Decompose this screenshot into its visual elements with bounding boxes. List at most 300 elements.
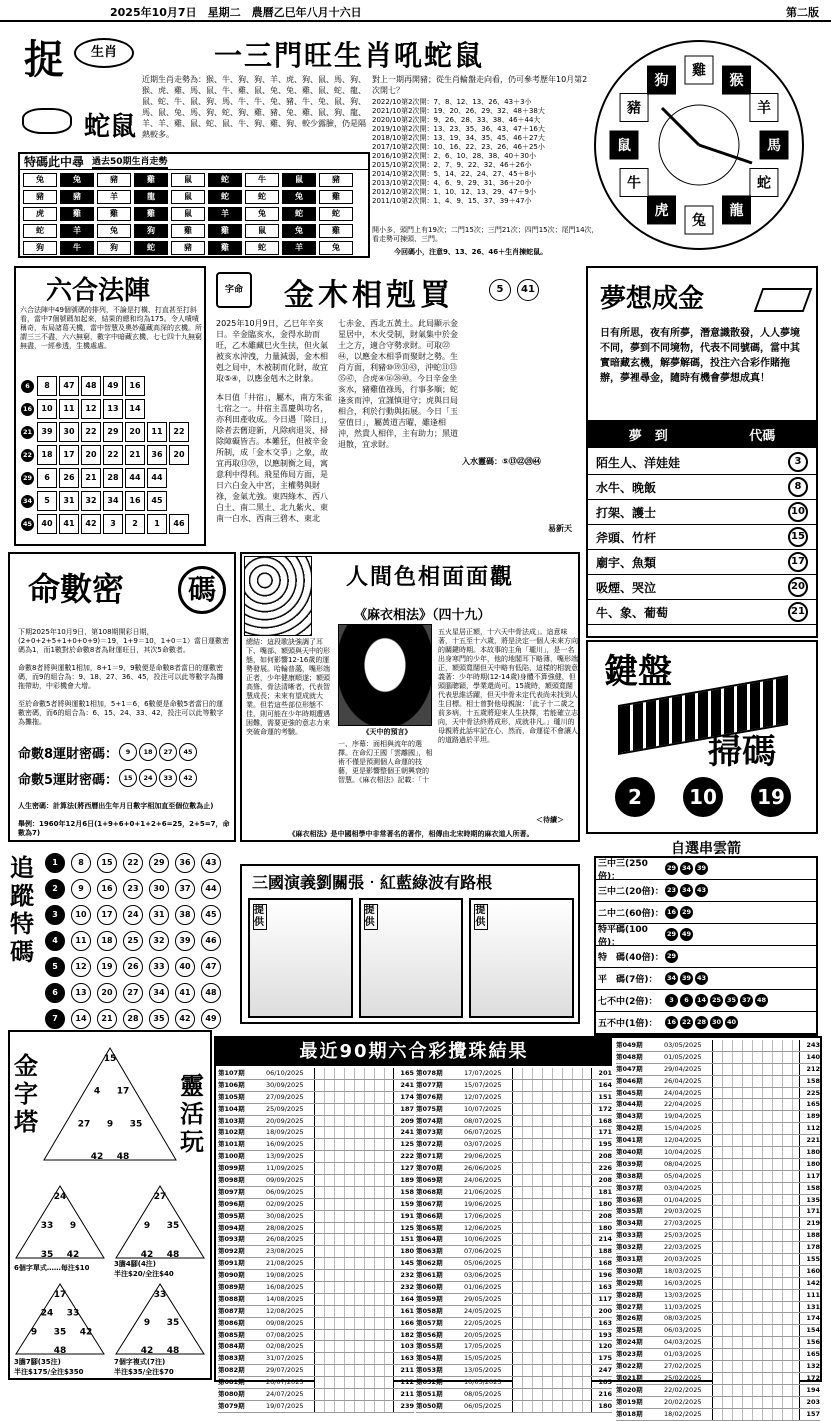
jinmu-badge: 字命 [216,272,252,308]
yun-num: 23 [665,884,678,897]
tower-cap4b: 半注$35/全注$70 [114,1368,174,1376]
result-period: 第023期 [616,1350,643,1359]
yun-num: 29 [665,862,678,875]
liuhe-cell: 34 [103,491,123,511]
mingshu-title: 命數密 [28,570,125,608]
result-period: 第055期 [416,1342,443,1351]
tower-1 [40,1044,180,1164]
result-row [218,1163,414,1175]
liuhe-cell: 11 [59,399,79,419]
dream-head-dream: 夢 到 [628,428,668,444]
track-num: 5 [45,957,65,977]
result-sum: 171 [598,1128,612,1137]
result-row [218,1175,414,1187]
result-date: 10/07/2025 [464,1104,502,1113]
result-period: 第039期 [616,1159,643,1168]
zodiac-subtitle: 蛇鼠 [84,112,137,142]
trend-cell: 雞 [208,224,242,238]
liuhe-row [20,468,204,488]
tower-num: 42 [79,1327,93,1338]
tower-num: 33 [40,1221,54,1231]
result-balls [712,1397,800,1408]
dream-list [588,450,816,625]
liuhe-cell: 44 [147,468,167,488]
result-row [616,1111,820,1123]
track-num: 36 [175,853,195,873]
result-sum: 241 [400,1080,414,1089]
track-num: 30 [149,879,169,899]
result-period: 第028期 [616,1290,643,1299]
result-date: 17/07/2025 [464,1069,502,1077]
sanguo-title: 三國演義劉關張‧紅藍綠波有路根 [252,873,493,892]
result-balls [712,1147,800,1158]
result-row [218,1401,414,1413]
liuhe-side-num: 34 [21,495,34,508]
dream-row [588,475,816,500]
result-row [616,1088,820,1100]
result-period: 第077期 [416,1080,443,1089]
wheel-seg-label: 牛 [627,175,642,192]
result-sum: 180 [806,1159,820,1168]
history-note: 今回碼小，注意9、13、26、46＋生肖揀蛇鼠。 [394,248,548,256]
result-date: 07/08/2025 [266,1330,304,1339]
tower-num: 35 [166,1318,180,1328]
trend-cell: 豬 [97,173,131,187]
liuhe-cell: 26 [59,468,79,488]
result-balls [512,1282,592,1293]
yun-num: 16 [665,1016,678,1029]
tower-cap2b: 半注$20/全注$40 [114,1270,174,1278]
result-row [616,1325,820,1337]
result-sum: 151 [400,1235,414,1244]
result-sum: 180 [400,1247,414,1256]
result-balls [712,1040,800,1051]
liuhe-cell: 41 [59,514,79,534]
trend-cell: 狗 [23,241,57,255]
trend-cell: 蛇 [208,190,242,204]
result-date: 15/05/2025 [464,1354,502,1363]
mingshu-line2 [18,768,198,788]
result-period: 第098期 [218,1176,245,1185]
result-date: 17/05/2025 [464,1342,502,1351]
trend-cell: 兔 [319,241,353,255]
result-date: 12/04/2025 [664,1136,702,1145]
result-period: 第071期 [416,1152,443,1161]
result-balls [512,1246,592,1257]
result-row [416,1330,612,1342]
liuhe-side-num: 6 [21,380,34,393]
keyboard-num: 19 [751,777,791,817]
result-sum: 222 [400,1152,414,1161]
result-date: 16/03/2025 [664,1278,702,1287]
result-balls [712,1088,800,1099]
result-balls [712,1076,800,1087]
tower-num: 24 [40,1308,54,1319]
trend-cell: 羊 [97,190,131,204]
result-balls [314,1353,394,1364]
track-num: 47 [201,957,221,977]
result-sum: 172 [598,1104,612,1113]
result-row [218,1389,414,1401]
face-cont: ＜待續＞ [536,816,564,824]
result-period: 第067期 [416,1199,443,1208]
result-date: 18/02/2025 [664,1409,702,1418]
result-row [416,1175,612,1187]
face-col1: 總結：這段歌訣強調了耳下、嘴部、額頭與天中的形態，如何影響12-16歲的運勢發展。哈輪普藹，嘴形端正者，少年健康順遂；額頭高聳、骨法清晰者，代表智慧成長；未來有望成就大業。但若這些部位形態不佳，則可能在少年時期遭遇困難，需要更強的意志力來突破命運的考驗。 [246,638,330,736]
trend-cell: 雞 [319,190,353,204]
result-balls [314,1341,394,1352]
yun-num: 37 [740,994,753,1007]
result-period: 第079期 [218,1401,245,1410]
track-num: 32 [149,931,169,951]
tower-num: 9 [143,1318,151,1328]
yun-num: 29 [680,906,693,919]
result-date: 03/07/2025 [464,1140,502,1149]
result-row [416,1234,612,1246]
track-num: 8 [71,853,91,873]
tower-title2: 靈活玩 [180,1071,204,1156]
sanguo-section [240,864,580,1024]
result-sum: 211 [400,1390,414,1399]
yun-label: 特平碼(100倍)： [598,924,648,948]
mingshu-num: 15 [119,769,137,787]
tower-cap1: 6個字單式……每注$10 [14,1264,90,1272]
liuhe-row [20,491,204,511]
result-period: 第034期 [616,1219,643,1228]
result-date: 20/09/2025 [266,1116,304,1125]
result-period: 第062期 [416,1259,443,1268]
result-date: 29/05/2025 [464,1294,502,1303]
dream-code: 8 [788,477,808,497]
liuhe-cell: 29 [103,422,123,442]
results-section [214,1036,822,1418]
result-balls [512,1139,592,1150]
result-period: 第053期 [416,1366,443,1375]
result-period: 第030期 [616,1266,643,1275]
result-sum: 158 [806,1076,820,1085]
result-date: 03/06/2025 [464,1271,502,1280]
dream-row [588,500,816,525]
trend-cell: 雞 [60,207,94,221]
trend-cell: 兔 [282,190,316,204]
track-num: 40 [175,957,195,977]
result-row [616,1218,820,1230]
result-row [416,1353,612,1365]
result-period: 第088期 [218,1294,245,1303]
liuhe-cell: 14 [125,399,145,419]
tower-5 [112,1280,208,1358]
trend-cell: 鼠 [282,173,316,187]
keyboard-num: 2 [615,777,655,817]
result-balls [314,1282,394,1293]
track-num: 46 [201,931,221,951]
tower-title1: 金字塔 [14,1051,38,1136]
keyboard-section [586,640,818,834]
result-balls [712,1052,800,1063]
track-num: 1 [45,853,65,873]
result-row [616,1064,820,1076]
liuhe-cell: 48 [81,376,101,396]
result-balls [712,1111,800,1122]
result-balls [712,1171,800,1182]
result-balls [712,1266,800,1277]
liuhe-intro: 六合法陣中49個號碼的排列，不論是打橫、打直甚至打斜看，當中7個號碼加起來，結果的總和均為175。令人嘖嘖稱奇，布局諸葛天機，當中智慧及奧妙蘊藏高深的玄機。所謂三三不盡，六六無窮，數字中暗藏玄機，七七四十九無窮無盡，一經參透，生機處處。 [20,306,202,350]
liuhe-cell: 5 [37,491,57,511]
face-footer: 《麻衣相法》是中國相學中非常著名的著作，相傳由北宋時期的麻衣道人所著。 [288,830,534,838]
history-list [372,98,602,206]
liuhe-row [20,422,204,442]
liuhe-row [20,514,204,534]
result-date: 02/08/2025 [266,1342,304,1351]
keyboard-title1: 鍵盤 [604,652,672,692]
yun-num: 25 [710,994,723,1007]
result-period: 第066期 [416,1211,443,1220]
result-row [218,1211,414,1223]
liuhe-side-num: 45 [21,518,34,531]
dream-code: 17 [788,552,808,572]
result-period: 第090期 [218,1271,245,1280]
tower-num: 9 [106,1119,114,1130]
result-period: 第049期 [616,1041,643,1049]
result-period: 第085期 [218,1330,245,1339]
result-period: 第094期 [218,1223,245,1232]
result-sum: 193 [598,1330,612,1339]
zodiac-logo: 捉 [24,36,64,83]
result-sum: 194 [806,1385,820,1394]
result-date: 05/06/2025 [464,1259,502,1268]
result-period: 第104期 [218,1104,245,1113]
zodiac-section [14,28,599,260]
dream-row [588,450,816,475]
yun-num: 14 [695,994,708,1007]
result-balls [712,1385,800,1396]
zodiac-wheel [592,38,806,252]
result-period: 第048期 [616,1052,643,1061]
result-sum: 203 [806,1397,820,1406]
mingshu-badge: 碼 [178,566,226,614]
result-sum: 174 [806,1314,820,1323]
result-date: 31/07/2025 [266,1354,304,1363]
result-sum: 178 [806,1243,820,1252]
result-period: 第096期 [218,1199,245,1208]
result-row [616,1290,820,1302]
liuhe-cell: 46 [169,514,189,534]
trend-cell: 蛇 [245,241,279,255]
liuhe-cell: 21 [125,445,145,465]
result-row [616,1349,820,1361]
face-subtitle: 《麻衣相法》（四十九） [354,608,491,623]
result-balls [512,1163,592,1174]
result-balls [512,1401,592,1412]
mingshu-foot1: 人生密碼：計算法(將西曆出生年月日數字相加直至個位數為止) [18,802,214,810]
track-num: 35 [149,1009,169,1029]
result-date: 08/04/2025 [664,1159,702,1168]
result-balls [512,1389,592,1400]
result-date: 03/04/2025 [664,1183,702,1192]
result-sum: 187 [400,1104,414,1113]
result-sum: 239 [400,1401,414,1410]
result-date: 25/03/2025 [664,1231,702,1240]
result-date: 15/04/2025 [664,1124,702,1133]
track-num: 31 [149,905,169,925]
track-num: 29 [149,853,169,873]
result-period: 第029期 [616,1278,643,1287]
liuhe-cell: 22 [169,422,189,442]
tower-num: 33 [153,1290,167,1300]
track-num: 43 [201,853,221,873]
result-date: 27/03/2025 [664,1219,702,1228]
wheel-seg-label: 雞 [692,63,706,79]
yun-title: 自選串雲箭 [671,841,741,857]
result-row [616,1385,820,1397]
track-num: 42 [175,1009,195,1029]
result-date: 19/06/2025 [464,1199,502,1208]
liuhe-cell: 44 [125,468,145,488]
result-period: 第037期 [616,1183,643,1192]
result-period: 第054期 [416,1354,443,1363]
trend-cell: 兔 [97,224,131,238]
trend-cell: 雞 [319,224,353,238]
result-balls [314,1365,394,1376]
result-date: 15/07/2025 [464,1080,502,1089]
result-period: 第036期 [616,1195,643,1204]
yun-num: 39 [680,972,693,985]
result-balls [314,1234,394,1245]
result-date: 05/04/2025 [664,1171,702,1180]
result-row [616,1206,820,1218]
tower-3 [112,1182,208,1262]
result-period: 第060期 [416,1283,443,1292]
yun-num: 6 [680,994,693,1007]
tower-num: 35 [40,1250,54,1260]
result-sum: 180 [598,1199,612,1208]
result-date: 20/05/2025 [464,1330,502,1339]
results-col1 [218,1068,414,1413]
result-date: 06/10/2025 [266,1069,304,1077]
dream-head-code: 代碼 [749,428,776,444]
result-sum: 219 [806,1219,820,1228]
yun-label: 特 碼(40倍)： [598,953,664,963]
history-line: 2021/10第2次開：19、20、26、29、32、48＋38大 [372,107,545,115]
tower-num: 27 [153,1192,167,1202]
result-balls [512,1127,592,1138]
result-row [616,1409,820,1421]
history-line: 2014/10第2次開：5、14、22、24、27、45＋8小 [372,170,536,178]
result-sum: 164 [598,1080,612,1089]
track-num: 38 [175,905,195,925]
mingshu-p1: 下期2025年10月9日，第108期開彩日期，(2+0+2+5+1+0+0+9)＝19，1+9＝10，1+0＝1）當日運數密碼為1，而1數對於命數8者為財運旺日，其次5命數者。 [18,628,229,654]
liuhe-cell: 47 [59,376,79,396]
liuhe-cell: 45 [147,491,167,511]
result-date: 26/07/2025 [266,1378,304,1387]
dream-text: 廟宇、魚類 [596,555,657,570]
liuhe-cell: 39 [37,422,57,442]
dream-row [588,575,816,600]
result-period: 第076期 [416,1092,443,1101]
result-date: 02/09/2025 [266,1199,304,1208]
result-sum: 157 [806,1409,820,1418]
result-balls [512,1318,592,1329]
page-header [0,0,831,22]
result-row [416,1377,612,1389]
result-period: 第095期 [218,1211,245,1220]
track-row [44,878,234,900]
trend-sub: 過去50期生肖走勢 [92,154,168,169]
jinmu-section [212,266,582,546]
track-num: 3 [45,905,65,925]
result-date: 09/08/2025 [266,1318,304,1327]
result-sum: 165 [400,1069,414,1077]
result-date: 26/06/2025 [464,1164,502,1173]
result-balls [314,1246,394,1257]
result-date: 01/05/2025 [664,1052,702,1061]
result-sum: 142 [806,1278,820,1287]
trend-cell: 豬 [319,173,353,187]
track-row [44,904,234,926]
result-row [616,1123,820,1135]
result-row [416,1258,612,1270]
result-balls [314,1389,394,1400]
result-period: 第033期 [616,1231,643,1240]
result-row [416,1389,612,1401]
result-balls [712,1278,800,1289]
result-balls [314,1330,394,1341]
dream-text: 打架、護士 [596,505,657,520]
sanguo-card-label: 提供 [364,904,378,930]
dream-row [588,525,816,550]
result-row [616,1159,820,1171]
liuhe-title: 六合法陣 [46,276,151,306]
dream-row [588,550,816,575]
result-balls [512,1306,592,1317]
yun-num: 30 [710,1016,723,1029]
result-date: 26/04/2025 [664,1076,702,1085]
trend-box [18,152,370,258]
result-sum: 185 [598,1378,612,1387]
result-period: 第083期 [218,1354,245,1363]
result-date: 12/08/2025 [266,1306,304,1315]
mingshu-num: 27 [159,743,177,761]
result-period: 第051期 [416,1390,443,1399]
sanguo-card [359,898,464,1018]
result-balls [712,1218,800,1229]
result-date: 19/04/2025 [664,1112,702,1121]
result-period: 第035期 [616,1207,643,1216]
result-row [616,1195,820,1207]
result-sum: 180 [806,1148,820,1157]
sanguo-card [248,898,353,1018]
result-date: 13/03/2025 [664,1290,702,1299]
result-date: 19/08/2025 [266,1271,304,1280]
yun-label: 平 碼(7倍)： [598,975,658,985]
result-balls [512,1092,592,1103]
result-row [218,1330,414,1342]
result-balls [314,1080,394,1091]
result-balls [314,1068,394,1079]
result-date: 18/03/2025 [664,1266,702,1275]
liuhe-cell: 8 [37,376,57,396]
result-balls [712,1373,800,1384]
liuhe-grid [20,376,204,544]
result-sum: 127 [400,1164,414,1173]
face-col2: 五火星居正額，十六天中骨法成」。這意味著，十五至十六歲，將是決定一個人未來方向的關鍵時期。本故事的主角「瓏川」，是一名出身寒門的少年，他的地閣耳下略薄，嘴形端正，額頭寬闊但天中略有低陷，這樣的相貌意義著：少年時期(12-14歲)身體不算強健，但頭腦聰穎，學業還尚可。15歲時，額頭寬闊代表思維活躍，但天中骨未定代表尚未找到人生目標。相士曾對他母親說：「此子十二歲之前多病，十五歲將迎來人生抉擇，若能確立志向，天中骨法終將成形，成就非凡。」瓏川的母親將此話牢記在心，然而，命運從不會讓人的道路過於平坦。 [438,628,578,744]
result-row [416,1270,612,1282]
track-num: 7 [45,1009,65,1029]
result-date: 25/02/2025 [664,1373,702,1382]
result-balls [314,1151,394,1162]
result-sum: 225 [806,1088,820,1097]
result-row [416,1080,612,1092]
